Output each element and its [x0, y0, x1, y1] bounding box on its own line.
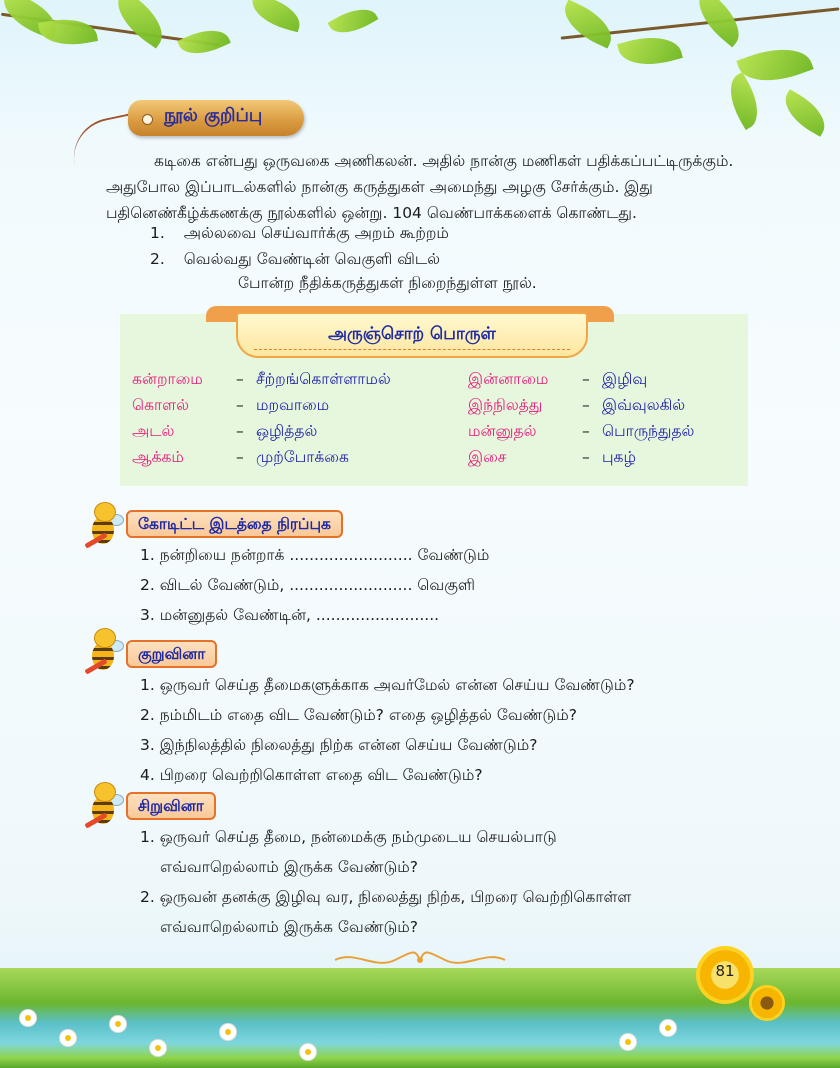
book-note-paragraph — [106, 148, 748, 226]
glossary-term: இசை — [468, 448, 507, 466]
glossary-term: ஆக்கம் — [132, 448, 184, 466]
short-answer-item-2: 2. நம்மிடம் எதை விட வேண்டும்? எதை ஒழித்தல் வேண்டும்? — [140, 706, 577, 724]
glossary-dash: – — [236, 396, 244, 414]
example-1-num: 1. — [150, 224, 165, 242]
glossary-meaning: மறவாமை — [256, 396, 330, 414]
example-2-num: 2. — [150, 250, 165, 268]
fill-blank-item-2: 2. விடல் வேண்டும், ......................... வெகுளி — [140, 576, 476, 594]
glossary-meaning: பொருந்துதல் — [602, 422, 695, 440]
glossary-meaning: இழிவு — [602, 370, 648, 388]
fill-blank-item-1: 1. நன்றியை நன்றாக் ......................... வேண்டும் — [140, 546, 490, 564]
sunflower-icon — [752, 988, 782, 1018]
para-line-2: அதுபோல இப்பாடல்களில் நான்கு கருத்துகள் அமைந்து அழகு சேர்க்கும். இது — [106, 178, 653, 196]
brief-answer-item-2-line-2: எவ்வாறெல்லாம் இருக்க வேண்டும்? — [160, 918, 418, 936]
glossary-title: அருஞ்சொற் பொருள் — [328, 324, 496, 344]
glossary-dash: – — [582, 396, 590, 414]
daisy-icon — [110, 1016, 126, 1032]
daisy-icon — [150, 1040, 166, 1056]
para-line-1: கடிகை என்பது ஒருவகை அணிகலன். அதில் நான்கு மணிகள் பதிக்கப்பட்டிருக்கும். — [154, 152, 734, 170]
daisy-icon — [60, 1030, 76, 1046]
daisy-icon — [620, 1034, 636, 1050]
glossary-meaning: சீற்றங்கொள்ளாமல் — [256, 370, 391, 388]
glossary-meaning: இவ்வுலகில் — [602, 396, 686, 414]
short-answer-item-1: 1. ஒருவர் செய்த தீமைகளுக்காக அவர்மேல் என்ன செய்ய வேண்டும்? — [140, 676, 635, 694]
glossary-term: மன்னுதல் — [468, 422, 537, 440]
fill-blank-item-3: 3. மன்னுதல் வேண்டின், ......................... — [140, 606, 440, 624]
glossary-dash: – — [582, 370, 590, 388]
brief-answer-item-1-line-1: 1. ஒருவர் செய்த தீமை, நன்மைக்கு நம்முடைய செயல்பாடு — [140, 828, 557, 846]
brief-answer-item-2-line-1: 2. ஒருவன் தனக்கு இழிவு வர, நிலைத்து நிற்க, பிறரை வெற்றிகொள்ள — [140, 888, 632, 906]
example-2-text: வெல்வது வேண்டின் வெகுளி விடல் — [183, 250, 441, 268]
daisy-icon — [220, 1024, 236, 1040]
glossary-banner-dash — [254, 349, 570, 350]
glossary-term: கன்றாமை — [132, 370, 203, 388]
glossary-term: அடல் — [132, 422, 175, 440]
book-note-title: நூல் குறிப்பு — [164, 105, 263, 126]
bee-icon — [84, 780, 124, 832]
brief-answer-item-1-line-2: எவ்வாறெல்லாம் இருக்க வேண்டும்? — [160, 858, 418, 876]
short-answer-item-3: 3. இந்நிலத்தில் நிலைத்து நிற்க என்ன செய்ய வேண்டும்? — [140, 736, 538, 754]
example-1-text: அல்லவை செய்வார்க்கு அறம் கூற்றம் — [183, 224, 449, 242]
glossary-banner — [236, 312, 588, 358]
glossary-dash: – — [582, 448, 590, 466]
book-note-tag — [70, 96, 310, 142]
glossary-meaning: புகழ் — [602, 448, 636, 466]
short-answer-item-4: 4. பிறரை வெற்றிகொள்ள எதை விட வேண்டும்? — [140, 766, 483, 784]
glossary-term: இந்நிலத்து — [468, 396, 543, 414]
example-closing: போன்ற நீதிக்கருத்துகள் நிறைந்துள்ள நூல். — [238, 274, 537, 292]
daisy-icon — [660, 1020, 676, 1036]
glossary-dash: – — [582, 422, 590, 440]
example-1 — [150, 224, 449, 244]
example-2 — [150, 250, 440, 270]
para-line-3: பதினெண்கீழ்க்கணக்கு நூல்களில் ஒன்று. 104 வெண்பாக்களைக் கொண்டது. — [106, 204, 637, 222]
glossary-meaning: முற்போக்கை — [256, 448, 349, 466]
glossary-meaning: ஒழித்தல் — [256, 422, 318, 440]
tag-hole — [142, 114, 153, 125]
bee-icon — [84, 626, 124, 678]
brief-answer-heading: சிறுவினா — [126, 792, 216, 820]
glossary-term: கொளல் — [132, 396, 189, 414]
ornament-divider — [330, 950, 510, 970]
bee-icon — [84, 500, 124, 552]
daisy-icon — [20, 1010, 36, 1026]
glossary-dash: – — [236, 370, 244, 388]
short-answer-heading: குறுவினா — [126, 640, 217, 668]
fill-blanks-heading: கோடிட்ட இடத்தை நிரப்புக — [126, 510, 343, 538]
glossary-dash: – — [236, 448, 244, 466]
glossary-term: இன்னாமை — [468, 370, 549, 388]
daisy-icon — [300, 1044, 316, 1060]
page-number: 81 — [715, 962, 735, 980]
glossary-dash: – — [236, 422, 244, 440]
